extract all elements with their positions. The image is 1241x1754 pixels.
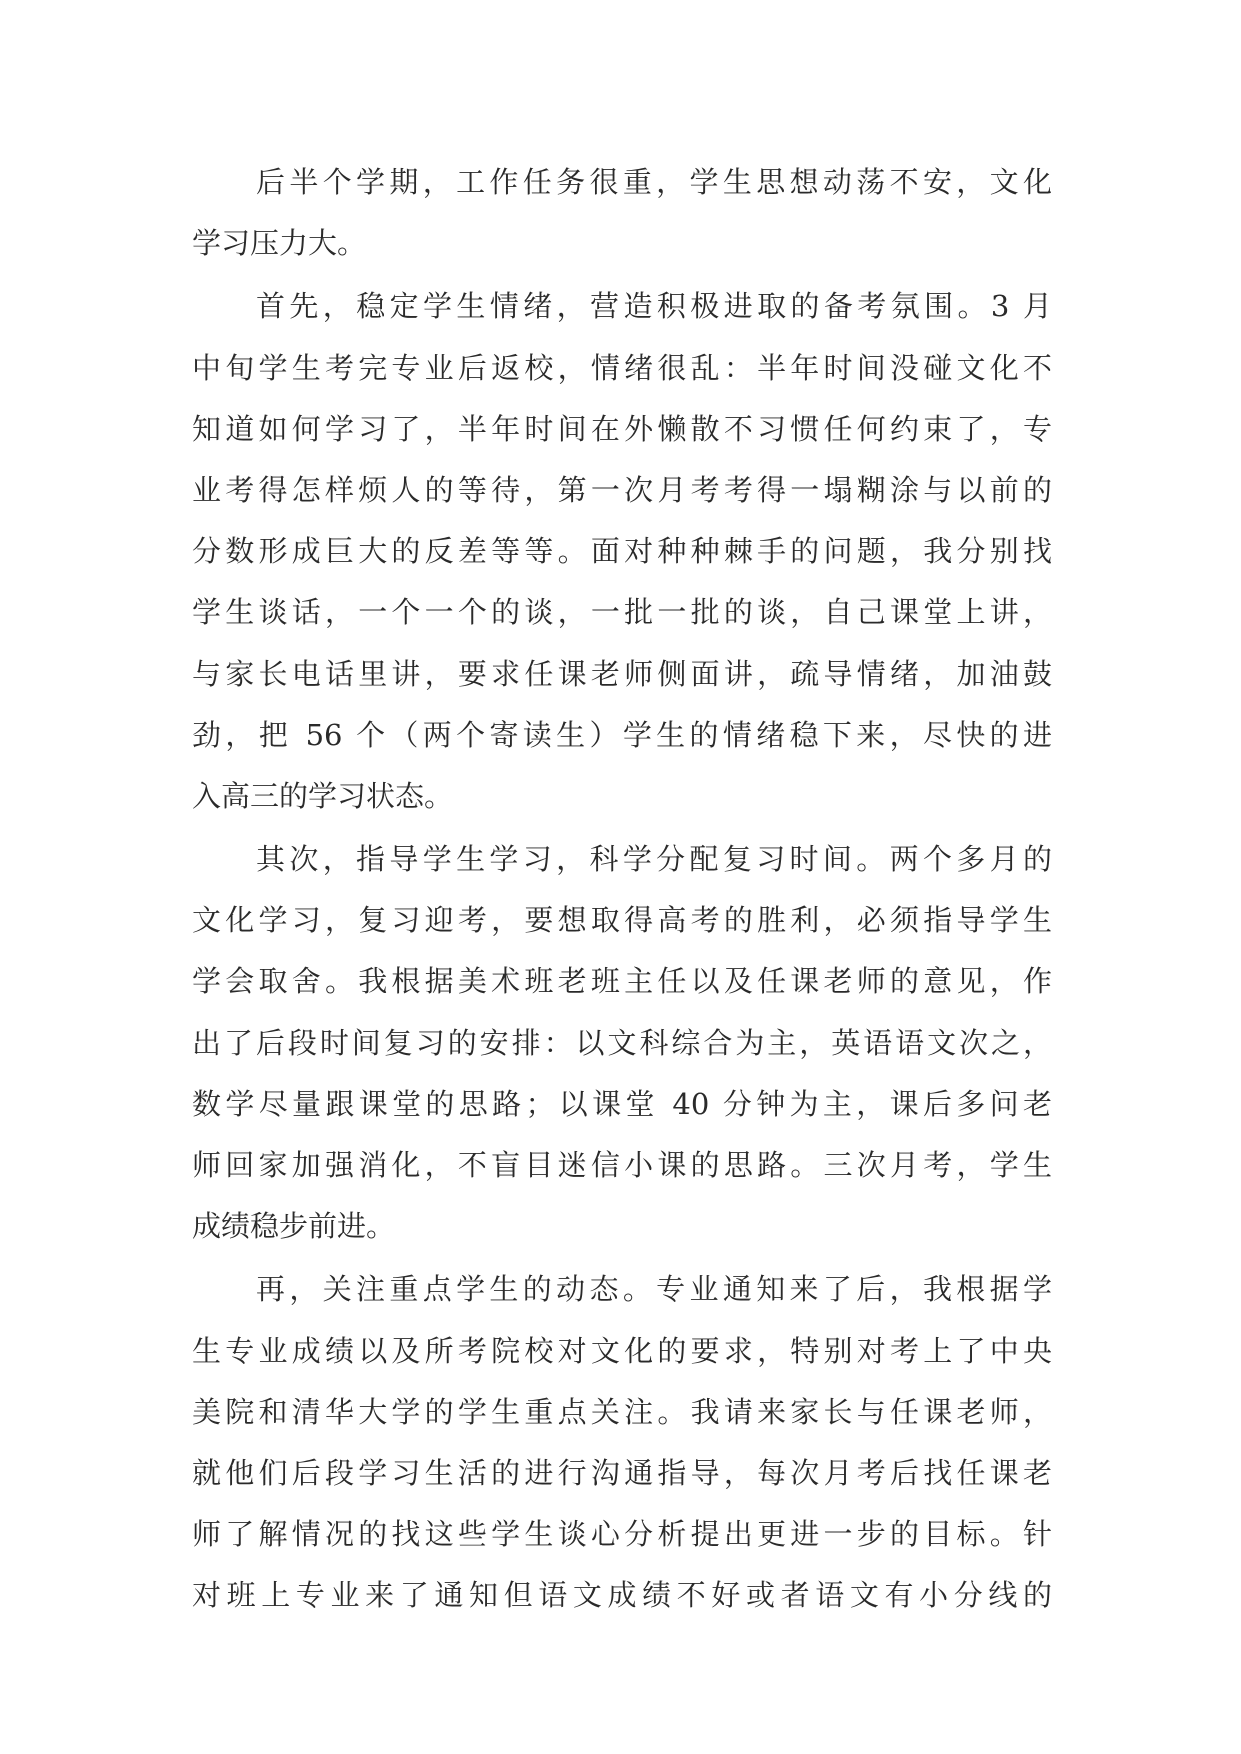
- text-line: 出了后段时间复习的安排：以文科综合为主，英语语文次之，: [192, 1025, 1052, 1060]
- text-line: 与家长电话里讲，要求任课老师侧面讲，疏导情绪，加油鼓: [192, 656, 1052, 691]
- text-line: 分数形成巨大的反差等等。面对种种棘手的问题，我分别找: [192, 534, 1052, 569]
- paragraph-4: [192, 1259, 1052, 1626]
- text-line: 师回家加强消化，不盲目迷信小课的思路。三次月考，学生: [192, 1148, 1052, 1182]
- text-line: 生专业成绩以及所考院校对文化的要求，特别对考上了中央: [192, 1333, 1052, 1368]
- text-line: 就他们后段学习生活的进行沟通指导，每次月考后找任课老: [192, 1455, 1052, 1490]
- text-line: 其次，指导学生学习，科学分配复习时间。两个多月的: [256, 842, 1052, 877]
- text-line: 数学尽量跟课堂的思路；以课堂 40 分钟为主，课后多问老: [192, 1086, 1052, 1121]
- paragraph-2: [192, 276, 1052, 827]
- text-line: 业考得怎样烦人的等待，第一次月考考得一塌糊涂与以前的: [192, 472, 1052, 507]
- text-line: 文化学习，复习迎考，要想取得高考的胜利，必须指导学生: [192, 903, 1052, 938]
- text-line: 学会取舍。我根据美术班老班主任以及任课老师的意见，作: [192, 964, 1052, 999]
- text-line: 成绩稳步前进。: [192, 1209, 396, 1244]
- text-line: 再，关注重点学生的动态。专业通知来了后，我根据学: [256, 1272, 1052, 1307]
- paragraph-1: [192, 152, 1052, 274]
- text-line: 劲，把 56 个（两个寄读生）学生的情绪稳下来，尽快的进: [192, 717, 1052, 752]
- text-line: 学生谈话，一个一个的谈，一批一批的谈，自己课堂上讲，: [192, 595, 1052, 630]
- document-body: [192, 152, 1052, 1627]
- text-line: 对班上专业来了通知但语文成绩不好或者语文有小分线的: [192, 1578, 1052, 1613]
- text-line: 入高三的学习状态。: [192, 778, 454, 813]
- text-line: 后半个学期，工作任务很重，学生思想动荡不安，文化: [256, 165, 1052, 199]
- text-line: 中旬学生考完专业后返校，情绪很乱：半年时间没碰文化不: [192, 350, 1052, 385]
- text-line: 知道如何学习了，半年时间在外懒散不习惯任何约束了，专: [192, 411, 1052, 446]
- text-line: 首先，稳定学生情绪，营造积极进取的备考氛围。3 月: [256, 289, 1052, 324]
- text-line: 师了解情况的找这些学生谈心分析提出更进一步的目标。针: [192, 1517, 1052, 1552]
- paragraph-3: [192, 829, 1052, 1257]
- text-line: 美院和清华大学的学生重点关注。我请来家长与任课老师，: [192, 1394, 1052, 1429]
- text-line: 学习压力大。: [192, 226, 367, 261]
